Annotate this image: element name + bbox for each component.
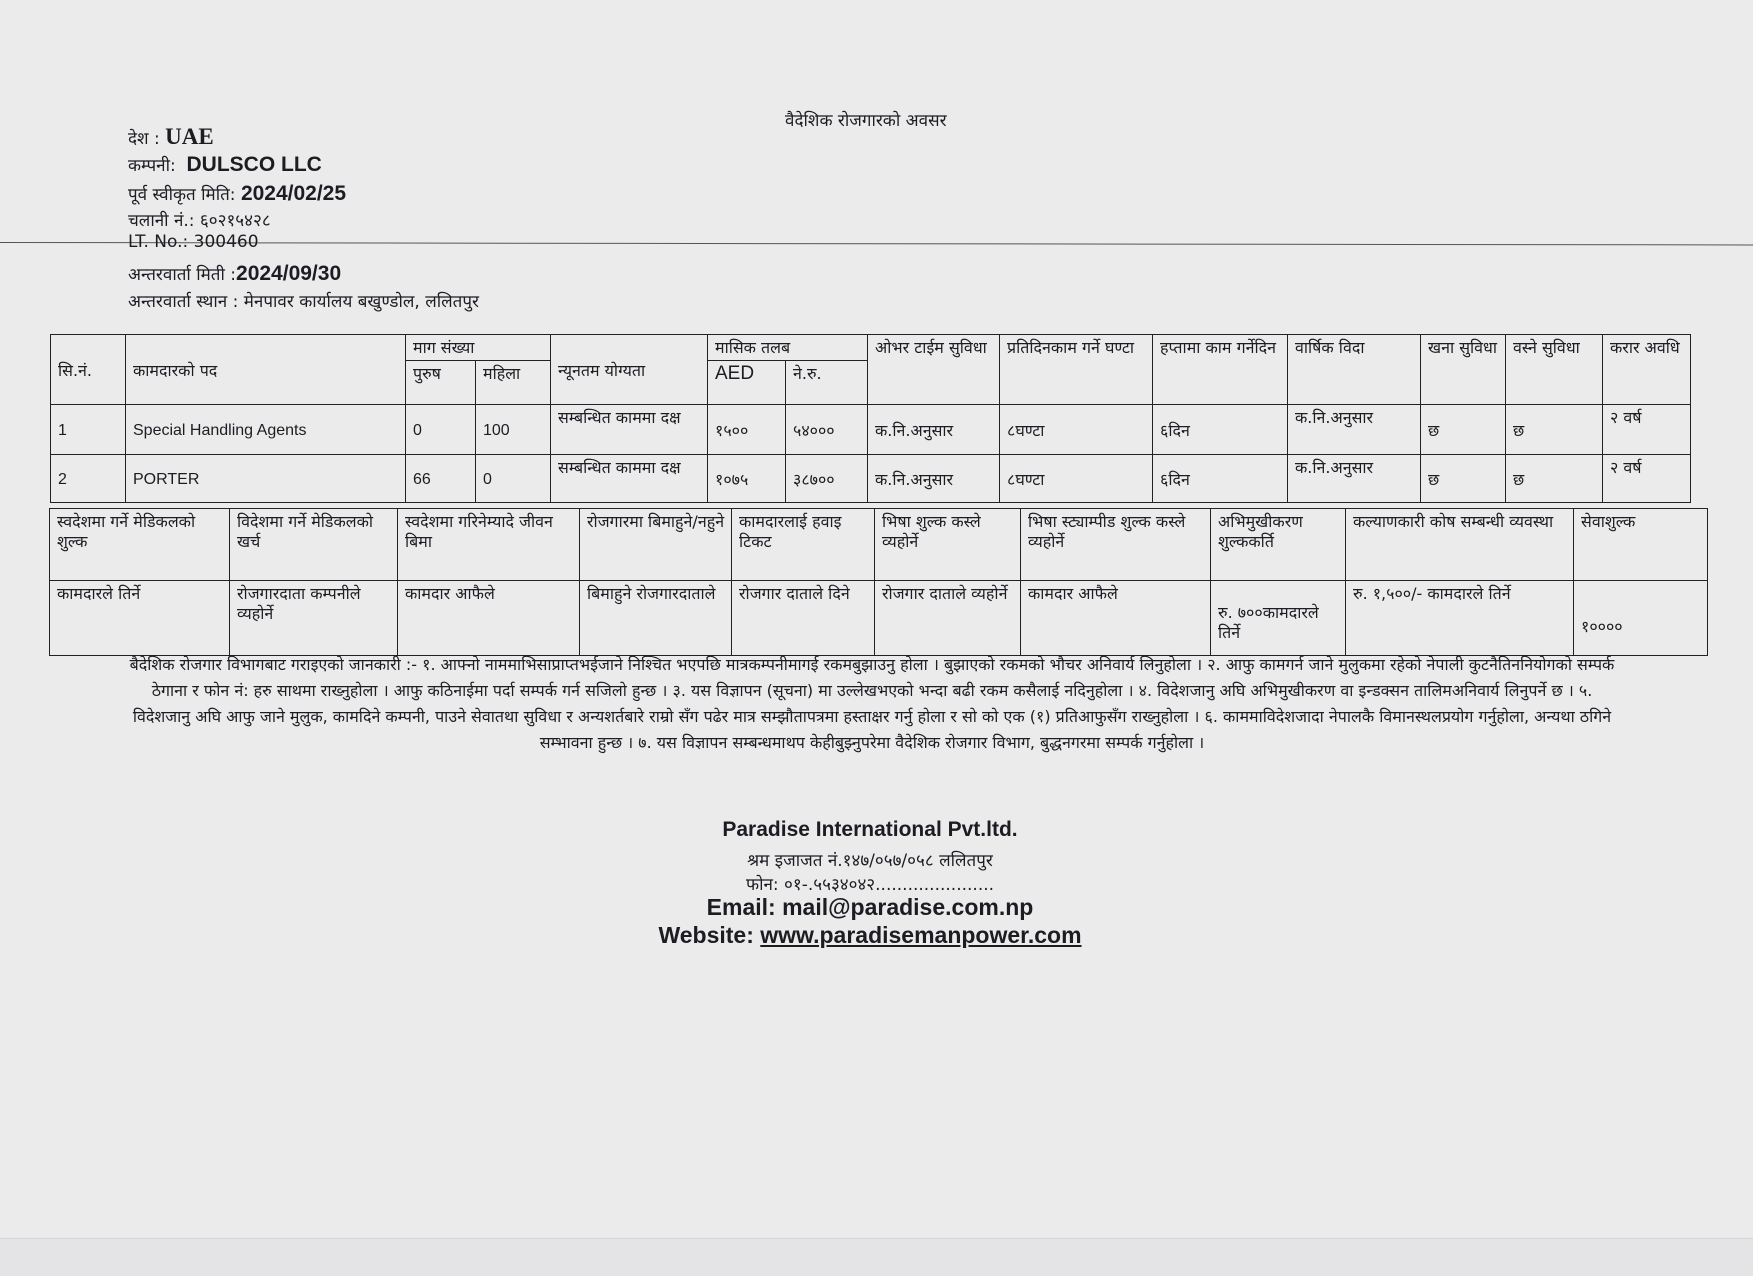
email-address: Email: mail@paradise.com.np — [706, 894, 1034, 920]
row-female: 100 — [476, 405, 551, 455]
row-accommodation: छ — [1506, 405, 1603, 455]
agency-name: Paradise International Pvt.ltd. — [722, 818, 1018, 841]
row-daily-hours: ८घण्टा — [1000, 405, 1153, 455]
interview-date: 2024/09/30 — [236, 262, 342, 285]
header-welfare-fund: कल्याणकारी कोष सम्बन्धी व्यवस्था — [1346, 509, 1574, 581]
value-service-fee: १०००० — [1574, 581, 1708, 656]
value-visa-fee: रोजगार दाताले व्यहोर्ने — [875, 581, 1021, 656]
header-daily-hours: प्रतिदिनकाम गर्ने घण्टा — [1000, 335, 1153, 405]
interview-date-line — [128, 262, 341, 287]
costs-header-row — [50, 509, 1708, 581]
scan-line — [0, 242, 1753, 245]
header-visa-fee: भिषा शुल्क कस्ले व्यहोर्ने — [875, 509, 1021, 581]
notice-text: बैदेशिक रोजगार विभागबाट गराइएको जानकारी :- १. आफ्नो नाममाभिसाप्राप्तभईजाने निश्चित भएपछि मात्रकम्पनीमागई रकमबुझाउनु होला । बुझाएको रकमको भौचर अनिवार्य लिनुहोला । २. आफु कामगर्न जाने मुलुकमा रहेको नेपाली कुटनैतिननियोगको सम्पर्क ठेगाना र फोन नं: हरु साथमा राख्नुहोला । आफु कठिनाईमा पर्दा सम्पर्क गर्न सजिलो हुन्छ । ३. यस विज्ञापन (सूचना) मा उल्लेखभएको भन्दा बढी रकम कसैलाई नदिनुहोला । ४. विदेशजानु अघि अभिमुखीकरण वा इन्डक्सन तालिमअनिवार्य लिनुपर्ने छ । ५. विदेशजानु अघि आफु जाने मुलुक, कामदिने कम्पनी, पाउने सेवातथा सुविधा र अन्यशर्तबारे राम्रो सँग पढेर मात्र सम्झौतापत्रमा हस्ताक्षर गर्नु होला र सो को एक (१) प्रतिआफुसँग राख्नुहोला । ६. काममाविदेशजादा नेपालकै विमानस्थलप्रयोग गर्नुहोला, अन्यथा ठगिने सम्भावना हुन्छ । ७. यस विज्ञापन सम्बन्धमाथप केहीबुझ्नुपरेमा वैदेशिक रोजगार विभाग, बुद्धनगरमा सम्पर्क गर्नुहोला । — [129, 655, 1615, 752]
row-sn: 1 — [51, 405, 126, 455]
header-contract: करार अवधि — [1603, 335, 1691, 405]
website-link[interactable]: www.paradisemanpower.com — [760, 922, 1082, 948]
row-weekly-days: ६दिन — [1153, 455, 1288, 503]
table-row — [51, 405, 1691, 455]
row-position: Special Handling Agents — [126, 405, 406, 455]
value-air-ticket: रोजगार दाताले दिने — [732, 581, 875, 656]
value-foreign-medical: रोजगारदाता कम्पनीले व्यहोर्ने — [230, 581, 398, 656]
row-annual-leave: क.नि.अनुसार — [1288, 405, 1421, 455]
value-employment-insurance: बिमाहुने रोजगारदाताले — [580, 581, 732, 656]
license-number: श्रम इजाजत नं.१४७/०५७/०५८ ललितपुर — [747, 851, 993, 871]
row-food: छ — [1421, 405, 1506, 455]
website-line — [560, 922, 1180, 949]
value-welfare-fund: रु. १,५००/- कामदारले तिर्ने — [1346, 581, 1574, 656]
value-life-insurance: कामदार आफैले — [398, 581, 580, 656]
preapproval-label: पूर्व स्वीकृत मिति: — [128, 185, 236, 205]
header-employment-insurance: रोजगारमा बिमाहुने/नहुने — [580, 509, 732, 581]
header-npr: ने.रु. — [786, 361, 868, 405]
header-accommodation: वस्ने सुविधा — [1506, 335, 1603, 405]
header-foreign-medical: विदेशमा गर्ने मेडिकलको खर्च — [230, 509, 398, 581]
header-air-ticket: कामदारलाई हवाइ टिकट — [732, 509, 875, 581]
preapproval-line — [128, 182, 346, 207]
row-female: 0 — [476, 455, 551, 503]
row-annual-leave: क.नि.अनुसार — [1288, 455, 1421, 503]
page-title: वैदेशिक रोजगारको अवसर — [785, 111, 947, 131]
header-qualification: न्यूनतम योग्यता — [551, 335, 708, 405]
row-male: 66 — [406, 455, 476, 503]
website-label: Website: — [658, 922, 761, 948]
jobs-table — [50, 334, 1691, 503]
row-overtime: क.नि.अनुसार — [868, 405, 1000, 455]
value-orientation-fee: रु. ७००कामदारले तिर्ने — [1211, 581, 1346, 656]
row-accommodation: छ — [1506, 455, 1603, 503]
phone-number: फोन: ०१-.५५३४०४२...................... — [745, 875, 995, 895]
header-food: खना सुविधा — [1421, 335, 1506, 405]
row-contract: २ वर्ष — [1603, 405, 1691, 455]
row-npr: ३८७०० — [786, 455, 868, 503]
lt-number: LT. No.: 300460 — [128, 232, 259, 252]
header-visa-stamping: भिषा स्ट्याम्पीड शुल्क कस्ले व्यहोर्ने — [1021, 509, 1211, 581]
row-weekly-days: ६दिन — [1153, 405, 1288, 455]
header-female: महिला — [476, 361, 551, 405]
header-annual-leave: वार्षिक विदा — [1288, 335, 1421, 405]
row-male: 0 — [406, 405, 476, 455]
country-value: UAE — [165, 124, 214, 149]
country-label: देश : — [128, 129, 160, 149]
header-overtime: ओभर टाईम सुविधा — [868, 335, 1000, 405]
header-sn: सि.नं. — [51, 335, 126, 405]
row-qualification: सम्बन्धित काममा दक्ष — [551, 455, 708, 503]
value-local-medical: कामदारले तिर्ने — [50, 581, 230, 656]
row-daily-hours: ८घण्टा — [1000, 455, 1153, 503]
country-line — [128, 125, 214, 151]
header-salary: मासिक तलब — [708, 335, 868, 361]
value-visa-stamping: कामदार आफैले — [1021, 581, 1211, 656]
row-npr: ५४००० — [786, 405, 868, 455]
company-label: कम्पनी: — [128, 156, 176, 176]
company-value: DULSCO LLC — [186, 153, 322, 176]
header-male: पुरुष — [406, 361, 476, 405]
interview-place: अन्तरवार्ता स्थान : मेनपावर कार्यालय बखुण्डोल, ललितपुर — [128, 292, 479, 312]
header-service-fee: सेवाशुल्क — [1574, 509, 1708, 581]
preapproval-date: 2024/02/25 — [240, 182, 347, 205]
costs-values-row — [50, 581, 1708, 656]
header-aed: AED — [708, 361, 786, 405]
interview-date-label: अन्तरवार्ता मिती : — [128, 265, 237, 285]
scan-bottom-edge — [0, 1238, 1753, 1276]
header-position: कामदारको पद — [126, 335, 406, 405]
header-orientation-fee: अभिमुखीकरण शुल्ककर्ति — [1211, 509, 1346, 581]
costs-table — [49, 508, 1708, 656]
jobs-header-row-1 — [51, 335, 1691, 361]
company-line — [128, 153, 322, 178]
dispatch-number: चलानी नं.: ६०२१५४२८ — [128, 211, 271, 231]
row-position: PORTER — [126, 455, 406, 503]
row-aed: १५०० — [708, 405, 786, 455]
header-local-medical: स्वदेशमा गर्ने मेडिकलको शुल्क — [50, 509, 230, 581]
row-sn: 2 — [51, 455, 126, 503]
row-aed: १०७५ — [708, 455, 786, 503]
row-overtime: क.नि.अनुसार — [868, 455, 1000, 503]
header-weekly-days: हप्तामा काम गर्नेदिन — [1153, 335, 1288, 405]
header-demand: माग संख्या — [406, 335, 551, 361]
row-qualification: सम्बन्धित काममा दक्ष — [551, 405, 708, 455]
table-row — [51, 455, 1691, 503]
row-food: छ — [1421, 455, 1506, 503]
row-contract: २ वर्ष — [1603, 455, 1691, 503]
header-life-insurance: स्वदेशमा गरिनेम्यादे जीवन बिमा — [398, 509, 580, 581]
